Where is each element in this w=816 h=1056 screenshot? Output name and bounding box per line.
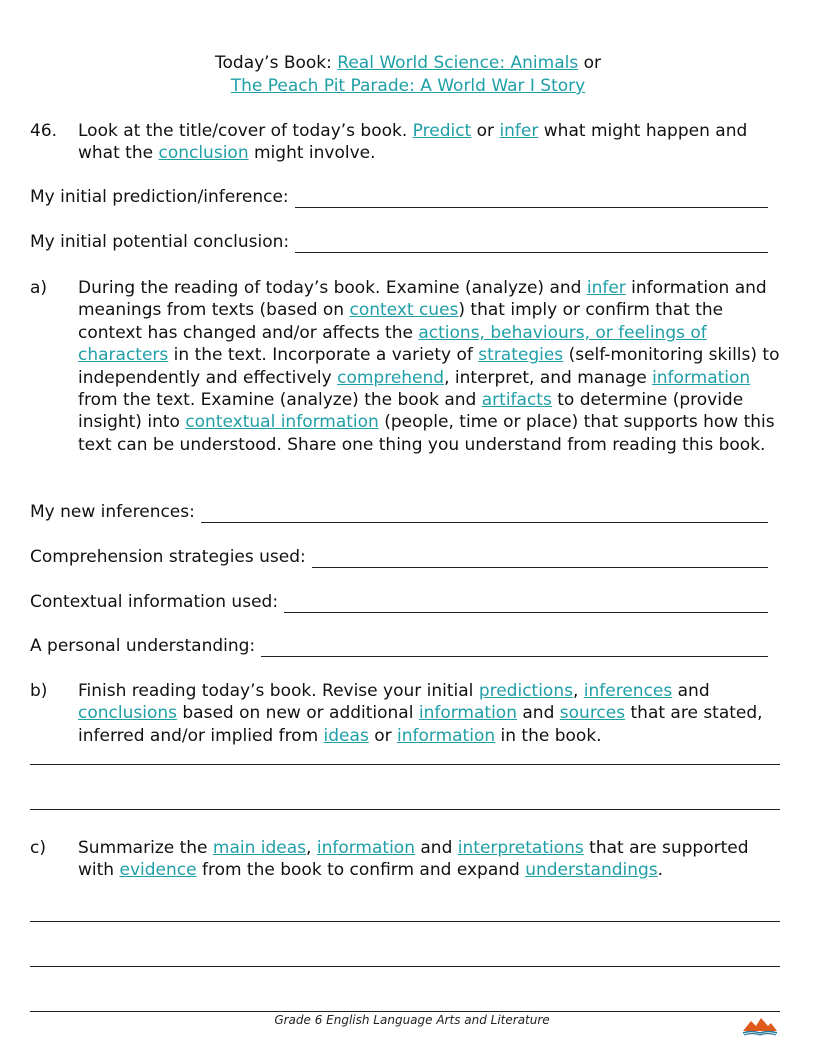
link-infer[interactable]: infer [499,121,539,141]
text-run: (people, time or place) that supports how this text can be understood. Share one thing you understand from reading this book. [78,412,775,455]
part-c [30,837,790,882]
answer-line[interactable] [30,1011,780,1012]
link-information[interactable]: information [397,725,496,746]
answer-blank[interactable] [201,505,768,523]
book-label: Today’s Book: [215,53,338,73]
part-c-text [78,837,783,882]
answer-line[interactable] [30,921,780,922]
field-label: A personal understanding: [30,636,256,656]
field-label: My new inferences: [30,502,195,522]
link-evidence[interactable]: evidence [119,860,197,881]
answer-blank[interactable] [312,550,768,568]
text-run: (self-monitoring skills) to independently and effectively [78,345,780,388]
part-a [30,277,790,456]
text-run: During the reading of today’s book. Examine (analyze) and [78,278,587,298]
contextual-information-field[interactable] [30,591,768,613]
comprehension-strategies-field[interactable] [30,546,768,568]
text-run: information and meanings from texts (based on [78,278,767,321]
link-main-ideas[interactable]: main ideas [212,838,307,858]
text-run: what might happen and what the [78,121,748,164]
part-a-text [78,277,783,456]
link-predict[interactable]: Predict [412,121,472,141]
field-label: My initial prediction/inference: [30,187,289,207]
book-link-peach-pit-parade[interactable]: The Peach Pit Parade: A World War I Story [230,76,586,96]
link-sources[interactable]: sources [559,703,626,724]
text-run: from the book to confirm and expand [196,860,526,881]
part-b-text [78,680,783,747]
text-run: to determine (provide insight) into [78,390,744,433]
question-number: 46. [30,121,58,141]
link-infer[interactable]: infer [586,278,626,298]
link-predictions[interactable]: predictions [478,681,573,701]
answer-blank[interactable] [295,235,768,253]
text-run: and [414,838,458,858]
part-marker: b) [30,681,48,701]
text-run: in the text. Incorporate a variety of [168,345,479,366]
text-run: that are supported with [78,838,749,881]
text-run: Summarize the [78,838,213,858]
question-46-text [78,120,783,165]
text-run: ) that imply or confirm that the context has changed and/or affects the [78,300,724,343]
link-interpretations[interactable]: interpretations [457,838,584,858]
text-run: and [672,681,710,701]
answer-line[interactable] [30,966,780,967]
question-46 [30,120,790,165]
text-run: Finish reading today’s book. Revise your initial [78,681,479,701]
link-comprehend[interactable]: comprehend [337,367,445,388]
new-inferences-field[interactable] [30,501,768,523]
field-label: My initial potential conclusion: [30,232,290,252]
link-artifacts[interactable]: artifacts [481,390,552,411]
answer-blank[interactable] [284,595,768,613]
link-actions-behaviours-feelings[interactable]: actions, behaviours, or feelings of characters [78,322,707,366]
page-footer: Grade 6 English Language Arts and Literature [274,1013,550,1027]
initial-prediction-field[interactable] [30,186,768,208]
text-run: and [516,703,560,724]
text-run: might involve. [248,143,376,164]
text-run: from the text. Examine (analyze) the book and [78,390,482,411]
part-marker: a) [30,278,48,298]
part-marker: c) [30,838,46,858]
link-context-cues[interactable]: context cues [349,300,459,321]
text-run: , [572,681,584,701]
link-information[interactable]: information [418,703,517,724]
text-run: based on new or additional [176,703,419,724]
personal-understanding-field[interactable] [30,635,768,657]
link-strategies[interactable]: strategies [478,345,564,366]
link-inferences[interactable]: inferences [583,681,673,701]
answer-line[interactable] [30,764,780,765]
field-label: Contextual information used: [30,592,279,612]
book-logo-icon [741,1014,779,1036]
text-run: Look at the title/cover of today’s book. [78,121,413,141]
field-label: Comprehension strategies used: [30,547,306,567]
initial-conclusion-field[interactable] [30,231,768,253]
link-understandings[interactable]: understandings [525,860,658,881]
text-run: , interpret, and manage [444,367,653,388]
link-information[interactable]: information [652,367,751,388]
link-conclusions[interactable]: conclusions [78,703,177,724]
text-run: that are stated, inferred and/or implied from [78,703,763,746]
book-title-line-2 [0,76,816,96]
text-run: or [471,121,500,141]
text-run: in the book. [495,725,602,746]
book-title-line-1 [0,53,816,73]
answer-blank[interactable] [295,190,768,208]
answer-blank[interactable] [261,639,768,657]
book-or: or [578,53,601,73]
text-run: , [306,838,317,858]
link-ideas[interactable]: ideas [323,725,369,746]
link-information[interactable]: information [316,838,415,858]
book-link-animals[interactable]: Real World Science: Animals [337,53,579,73]
text-run: or [368,725,397,746]
link-contextual-information[interactable]: contextual information [185,412,379,433]
answer-line[interactable] [30,809,780,810]
part-b [30,680,790,747]
text-run: . [657,860,664,881]
link-conclusion[interactable]: conclusion [158,143,249,164]
